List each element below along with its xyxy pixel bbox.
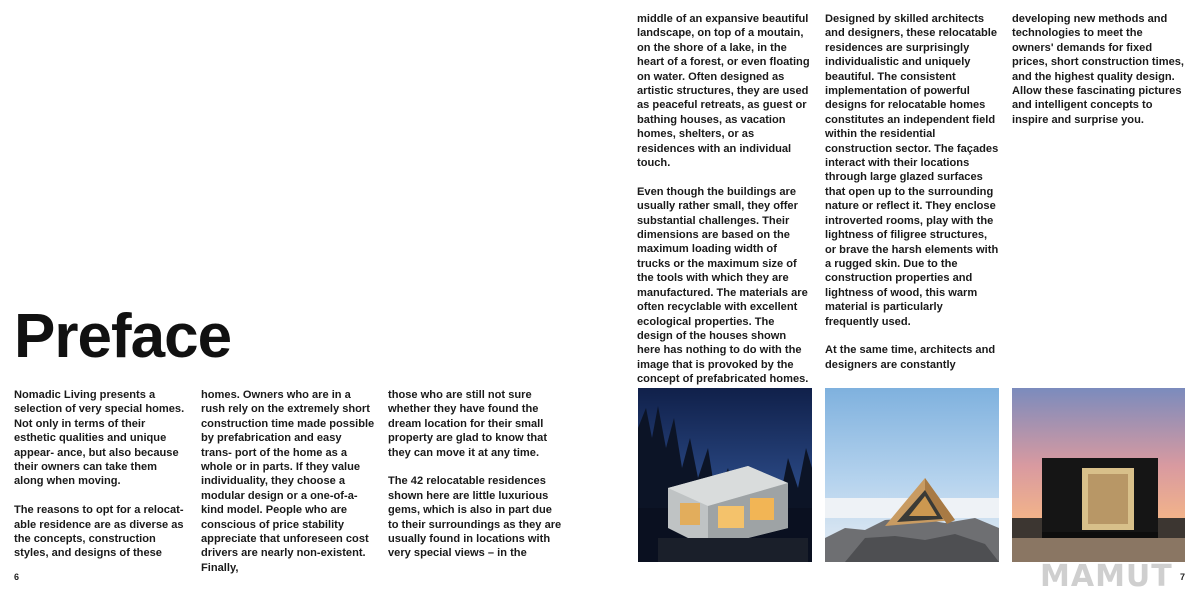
cliff-cabin-illustration <box>825 388 999 562</box>
paragraph: homes. Owners who are in a rush rely on the extremely short construction time made possible by prefabrication and easy trans- port of the home as a whole or in parts. If they value individuality, they choose a modular design or a one-of-a-kind model. People who are conscious of price stability appreciate that unforeseen cost drivers are nearly non-existent. Finally, <box>201 389 375 574</box>
paragraph: developing new methods and technologies to meet the owners' demands for fixed prices, short construction times, and the highest quality design. Allow these fascinating pictures and intelligent concepts to inspire and surprise you. <box>1012 13 1184 126</box>
page-number-right: 7 <box>1180 572 1186 582</box>
paragraph: those who are still not sure whether they have found the dream location for their small property are glad to know that they can move it at any time. <box>388 389 548 459</box>
text-column-1 <box>14 388 188 575</box>
page-number-left: 6 <box>14 572 20 582</box>
paragraph: Even though the buildings are usually rather small, they offer substantial challenges. Their dimensions are based on the maximum loading width of trucks or the maximum size of the tools with which they are manufactured. The materials are often recyclable with excellent ecological properties. The design of the houses shown here has nothing to do with the image that is provoked by the concept of prefabricated homes. <box>637 185 809 386</box>
paragraph: Nomadic Living presents a selection of very special homes. Not only in terms of their esthetic qualities and unique appear- ance, but also because their owners can take them along when moving. <box>14 389 185 488</box>
night-house-illustration <box>638 388 812 562</box>
photo-cliff-cabin <box>825 388 999 562</box>
page-title: Preface <box>14 302 232 371</box>
watermark-logo: MAMUT <box>1040 559 1173 594</box>
text-column-2 <box>201 388 375 590</box>
paragraph: At the same time, architects and designers are constantly <box>825 344 996 371</box>
paragraph: The 42 relocatable residences shown here are little luxurious gems, which is also in part due to their surroundings as they are usually found in locations with very special views – in the <box>388 475 562 560</box>
text-column-6 <box>1012 12 1184 142</box>
paragraph: The reasons to opt for a relocat- able residence are as diverse as the concepts, construction styles, and designs of these <box>14 504 184 560</box>
text-column-4 <box>637 12 811 401</box>
right-page <box>600 0 1200 600</box>
paragraph: middle of an expansive beautiful landscape, on top of a moutain, on the shore of a lake, in the heart of a forest, or even floating on water. Often designed as artistic structures, they are used as peaceful retreats, as guest or bathing houses, as vacation homes, shelters, or as residences with an individual touch. <box>637 13 810 170</box>
dusk-cabin-illustration <box>1012 388 1185 562</box>
paragraph: Designed by skilled architects and designers, these relocatable residences are surprisingly individualistic and uniquely beautiful. The consistent implementation of powerful designs for relocatable homes constitutes an independent field within the residential construction sector. The façades interact with their locations through large glazed surfaces that open up to the surrounding nature or reflect it. They enclose introverted rooms, play with the lightness of filigree structures, or brave the harsh elements with a rugged skin. Due to the construction properties and lightness of wood, this warm material is particularly frequently used. <box>825 13 999 328</box>
photo-night-forest-house <box>638 388 812 562</box>
photo-dusk-cabin <box>1012 388 1185 562</box>
text-column-3 <box>388 388 562 575</box>
text-column-5 <box>825 12 999 387</box>
